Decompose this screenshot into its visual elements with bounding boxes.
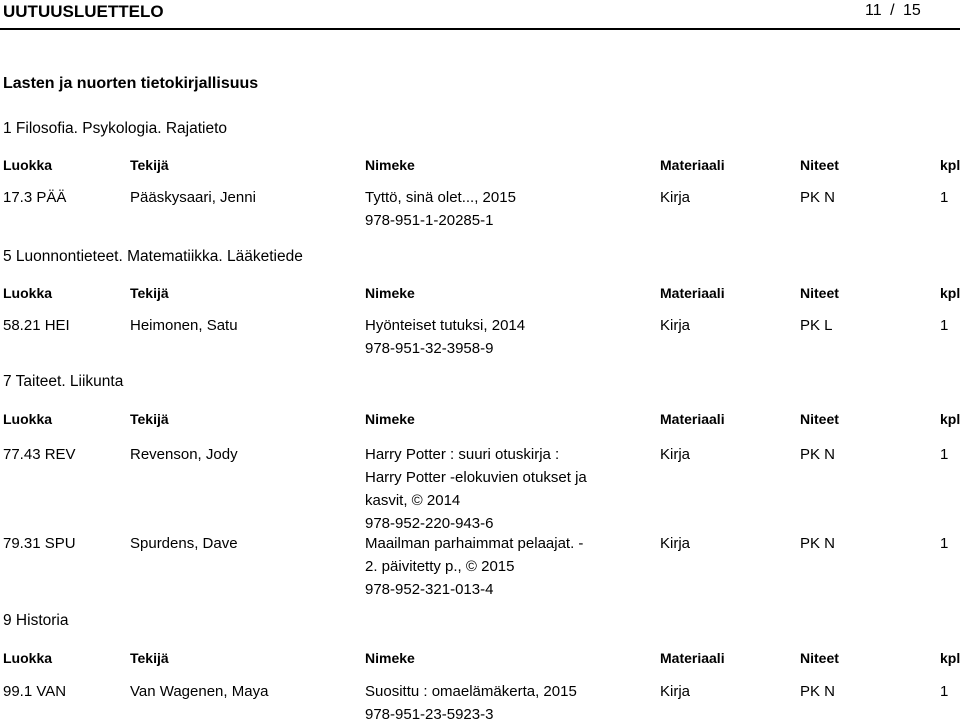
header-kpl: kpl: [940, 650, 960, 666]
cell-materiaali: Kirja: [660, 683, 691, 700]
cell-luokka: 79.31 SPU: [3, 535, 76, 552]
cell-nimeke: [365, 443, 635, 535]
header-luokka: Luokka: [3, 157, 53, 173]
header-nimeke: Nimeke: [365, 650, 415, 666]
nimeke-line: Harry Potter : suuri otuskirja :: [365, 446, 560, 463]
cell-nimeke: [365, 532, 635, 601]
header-kpl: kpl: [940, 285, 960, 301]
page-number: 11: [865, 2, 882, 19]
header-niteet: Niteet: [800, 157, 839, 173]
cell-kpl: 1: [940, 683, 949, 700]
page-separator: /: [890, 2, 895, 19]
header-nimeke: Nimeke: [365, 411, 415, 427]
cell-materiaali: Kirja: [660, 446, 691, 463]
cell-kpl: 1: [940, 317, 949, 334]
nimeke-line: Harry Potter -elokuvien otukset ja: [365, 469, 587, 486]
header-luokka: Luokka: [3, 285, 53, 301]
isbn: 978-951-23-5923-3: [365, 706, 494, 723]
cell-tekija: Revenson, Jody: [130, 446, 238, 463]
nimeke-line: Maailman parhaimmat pelaajat. -: [365, 535, 584, 552]
header-niteet: Niteet: [800, 650, 839, 666]
isbn: 978-951-32-3958-9: [365, 340, 494, 357]
cell-kpl: 1: [940, 446, 949, 463]
cell-kpl: 1: [940, 535, 949, 552]
cell-luokka: 58.21 HEI: [3, 317, 70, 334]
header-materiaali: Materiaali: [660, 157, 725, 173]
cell-nimeke: [365, 680, 635, 726]
cell-nimeke: [365, 314, 635, 360]
isbn: 978-952-220-943-6: [365, 515, 494, 532]
page-indicator: [865, 2, 921, 20]
header-kpl: kpl: [940, 411, 960, 427]
header-tekija: Tekijä: [130, 650, 169, 666]
nimeke-line: Suosittu : omaelämäkerta, 2015: [365, 683, 577, 700]
nimeke-line: Hyönteiset tutuksi, 2014: [365, 317, 526, 334]
isbn: 978-951-1-20285-1: [365, 212, 494, 229]
header-tekija: Tekijä: [130, 411, 169, 427]
header-kpl: kpl: [940, 157, 960, 173]
nimeke-line: 2. päivitetty p., © 2015: [365, 558, 515, 575]
cell-niteet: PK N: [800, 446, 836, 463]
header-materiaali: Materiaali: [660, 285, 725, 301]
cell-luokka: 17.3 PÄÄ: [3, 189, 67, 206]
header-luokka: Luokka: [3, 650, 53, 666]
cell-tekija: Pääskysaari, Jenni: [130, 189, 256, 206]
cell-materiaali: Kirja: [660, 189, 691, 206]
cell-tekija: Van Wagenen, Maya: [130, 683, 269, 700]
cell-niteet: PK N: [800, 683, 836, 700]
header-nimeke: Nimeke: [365, 157, 415, 173]
section-title: 1 Filosofia. Psykologia. Rajatieto: [3, 120, 228, 137]
header-niteet: Niteet: [800, 285, 839, 301]
cell-tekija: Heimonen, Satu: [130, 317, 238, 334]
cell-materiaali: Kirja: [660, 317, 691, 334]
header-tekija: Tekijä: [130, 285, 169, 301]
nimeke-line: Tyttö, sinä olet..., 2015: [365, 189, 516, 206]
nimeke-line: kasvit, © 2014: [365, 492, 461, 509]
cell-niteet: PK L: [800, 317, 833, 334]
section-title: 5 Luonnontieteet. Matematiikka. Lääketiede: [3, 248, 303, 265]
cell-niteet: PK N: [800, 189, 836, 206]
section-title: 9 Historia: [3, 612, 69, 629]
header-niteet: Niteet: [800, 411, 839, 427]
section-title: 7 Taiteet. Liikunta: [3, 373, 124, 390]
cell-tekija: Spurdens, Dave: [130, 535, 238, 552]
cell-materiaali: Kirja: [660, 535, 691, 552]
page-total: 15: [902, 2, 921, 19]
header-materiaali: Materiaali: [660, 650, 725, 666]
isbn: 978-952-321-013-4: [365, 581, 494, 598]
cell-luokka: 77.43 REV: [3, 446, 76, 463]
cell-kpl: 1: [940, 189, 949, 206]
cell-niteet: PK N: [800, 535, 836, 552]
header-tekija: Tekijä: [130, 157, 169, 173]
header-luokka: Luokka: [3, 411, 53, 427]
header-materiaali: Materiaali: [660, 411, 725, 427]
cell-nimeke: [365, 186, 635, 232]
document-title: UUTUUSLUETTELO: [3, 2, 164, 21]
cell-luokka: 99.1 VAN: [3, 683, 67, 700]
header-nimeke: Nimeke: [365, 285, 415, 301]
header-rule: [0, 28, 960, 30]
catalog-heading: Lasten ja nuorten tietokirjallisuus: [3, 75, 259, 92]
